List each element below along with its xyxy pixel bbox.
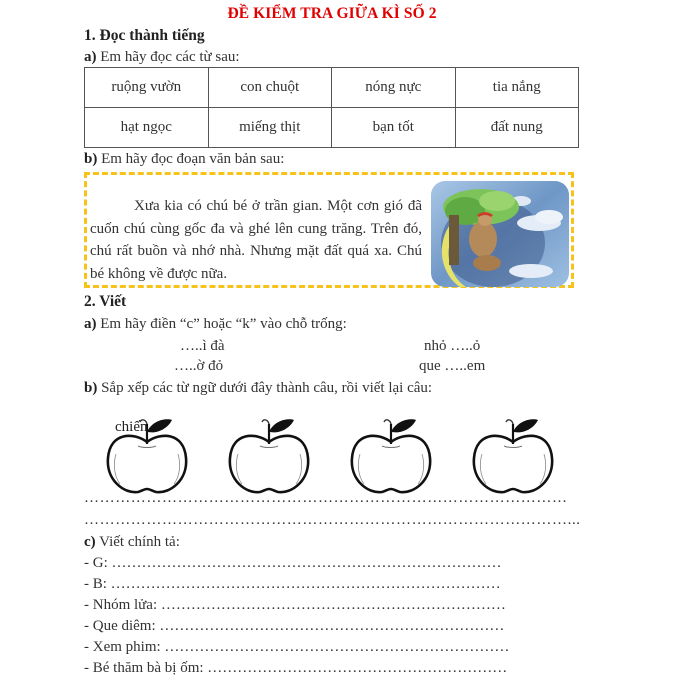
word-cell: nóng nực bbox=[332, 68, 456, 108]
answer-line[interactable]: …………………………………………………………………………………... bbox=[84, 512, 581, 528]
apple-card bbox=[226, 418, 312, 496]
word-row bbox=[85, 108, 579, 148]
section-2c-instruction bbox=[84, 534, 180, 551]
dictation-line[interactable]: - Xem phim: …………………………………………………………… bbox=[84, 639, 510, 655]
apple-card bbox=[348, 418, 434, 496]
fill-blank-item[interactable]: …..ì đà bbox=[180, 338, 225, 354]
section-1a-text: Em hãy đọc các từ sau: bbox=[100, 49, 240, 65]
fill-blank-item[interactable]: que …..em bbox=[419, 358, 486, 374]
section-1-heading: 1. Đọc thành tiếng bbox=[84, 27, 205, 44]
dictation-line[interactable]: - G: …………………………………………………………………… bbox=[84, 555, 502, 571]
section-1a-instruction bbox=[84, 49, 240, 66]
section-1b-text: Em hãy đọc đoạn văn bản sau: bbox=[101, 151, 285, 167]
word-table bbox=[84, 67, 579, 148]
section-2b-instruction bbox=[84, 380, 432, 397]
word-cell: hạt ngọc bbox=[85, 108, 209, 148]
apple-card bbox=[470, 418, 556, 496]
word-cell: đất nung bbox=[455, 108, 579, 148]
apple-icon bbox=[348, 418, 434, 496]
answer-line[interactable]: ………………………………………………………………………………… bbox=[84, 490, 568, 506]
word-cell: con chuột bbox=[208, 68, 332, 108]
passage-illustration bbox=[431, 181, 569, 287]
passage-text: Xưa kia có chú bé ở trần gian. Một cơn gió đã cuốn chú cùng gốc đa và ghé lên cung trăng. Trên đó, chú rất buồn và nhớ nhà. Nhưng mặt đất quá xa. Chú bé không về được nữa. bbox=[90, 198, 422, 282]
section-1b-label: b) bbox=[84, 151, 98, 167]
section-2c-text: Viết chính tả: bbox=[99, 534, 180, 550]
dictation-line[interactable]: - B: …………………………………………………………………… bbox=[84, 576, 501, 592]
dictation-line[interactable]: - Nhóm lửa: …………………………………………………………… bbox=[84, 597, 506, 613]
dictation-line[interactable]: - Bé thăm bà bị ốm: …………………………………………………… bbox=[84, 660, 508, 676]
section-2a-instruction bbox=[84, 316, 347, 333]
section-2-heading: 2. Viết bbox=[84, 293, 127, 310]
word-cell: bạn tốt bbox=[332, 108, 456, 148]
section-2b-label: b) bbox=[84, 380, 98, 396]
moon-boy-illustration-icon bbox=[431, 181, 569, 287]
section-2b-text: Sắp xếp các từ ngữ dưới đây thành câu, rồi viết lại câu: bbox=[101, 380, 433, 396]
word-apples bbox=[104, 418, 564, 498]
page-title: ĐỀ KIỂM TRA GIỮA KÌ SỐ 2 bbox=[227, 5, 437, 22]
fill-blank-item[interactable]: …..ờ đỏ bbox=[174, 358, 224, 374]
apple-word-label: chiến bbox=[115, 419, 148, 435]
word-row bbox=[85, 68, 579, 108]
apple-card bbox=[104, 418, 190, 496]
apple-icon bbox=[470, 418, 556, 496]
word-cell: ruộng vườn bbox=[85, 68, 209, 108]
word-cell: tia nắng bbox=[455, 68, 579, 108]
section-2a-label: a) bbox=[84, 316, 97, 332]
section-2c-label: c) bbox=[84, 534, 96, 550]
fill-blank-item[interactable]: nhỏ …..ỏ bbox=[424, 338, 481, 354]
section-1a-label: a) bbox=[84, 49, 97, 65]
dictation-line[interactable]: - Que diêm: …………………………………………………………… bbox=[84, 618, 505, 634]
reading-passage-box bbox=[84, 172, 574, 288]
section-1b-instruction bbox=[84, 151, 284, 168]
apple-icon bbox=[226, 418, 312, 496]
reading-passage bbox=[90, 195, 422, 285]
section-2a-text: Em hãy điền “c” hoặc “k” vào chỗ trống: bbox=[100, 316, 347, 332]
word-cell: miếng thịt bbox=[208, 108, 332, 148]
